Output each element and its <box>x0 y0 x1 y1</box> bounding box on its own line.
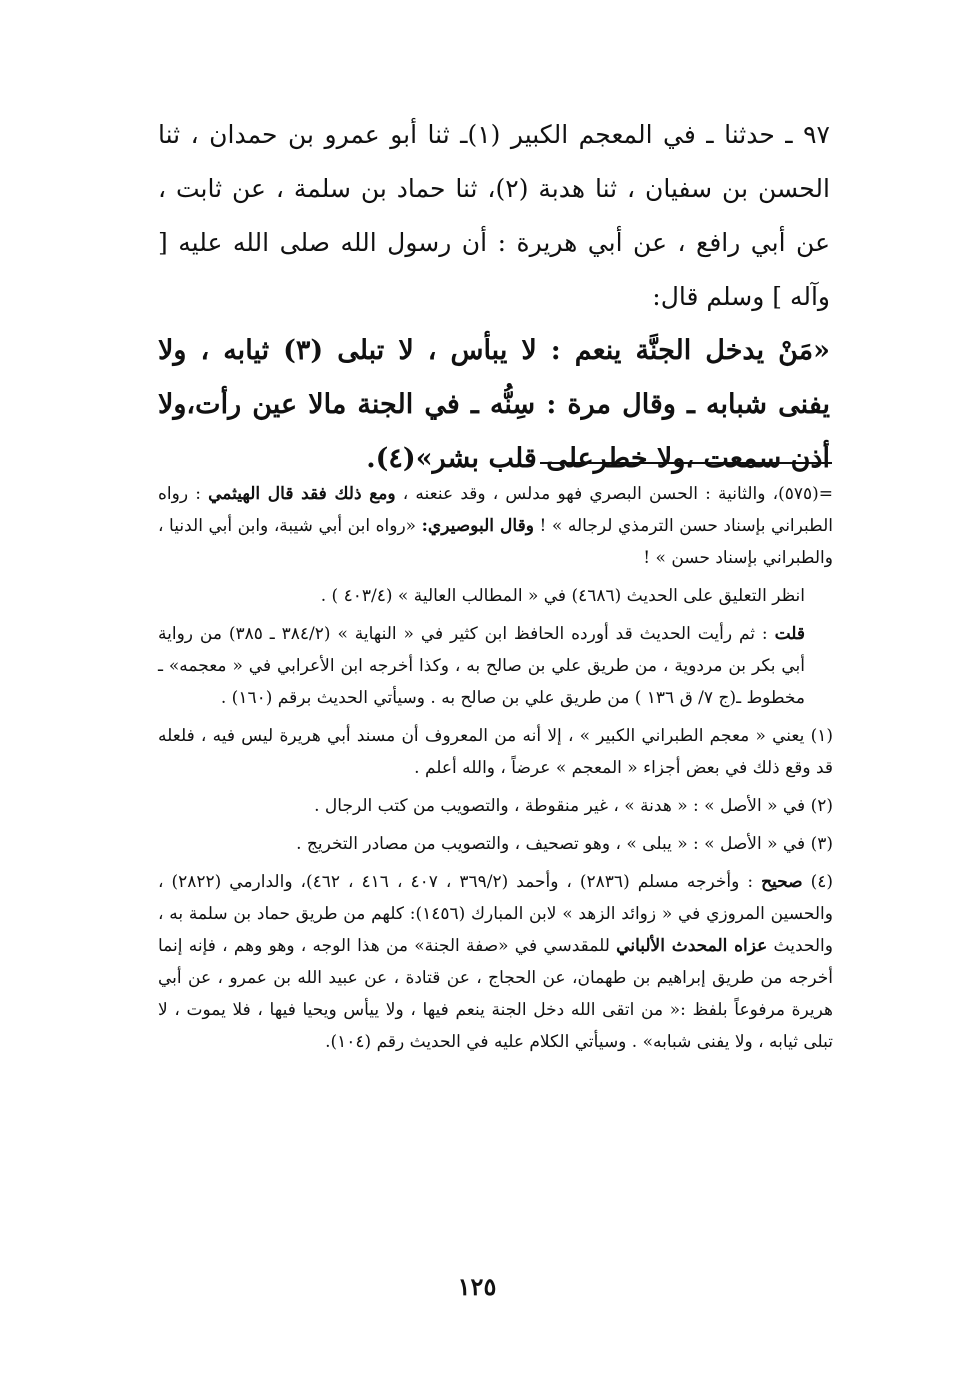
footnote-qult: قلت : ثم رأيت الحديث قد أورده الحافظ ابن كثير في « النهاية » (٣٨٤/٢ ـ ٣٨٥) من رواية أبي بكر بن مردوية ، من طريق علي بن صالح به ، وكذا أخرجه ابن الأعرابي في « معجمه» ـ مخطوط ـ(ج ٧/ ق ١٣٦ ) من طريق علي بن صالح به . وسيأتي الحديث برقم (١٦٠) . <box>158 624 806 708</box>
isnad-paragraph <box>158 108 830 486</box>
footnote-continuation: =(٥٧٥)، والثانية : الحسن البصري فهو مدلس ، وقد عنعنه ، ومع ذلك فقد قال الهيثمي : رواه الطبراني بإسناد حسن الترمذي لرجاله » ! وقال البوصيري: «رواه ابن أبي شيبة، وابن أبي الدنيا ، والطبراني بإسناد حسن » ! <box>158 484 834 568</box>
footnotes <box>158 478 833 1064</box>
hadith-text: «مَنْ يدخل الجنَّة ينعم : لا يبأس ، لا تبلى (٣) ثيابه ، ولا يفنى شبابه ـ وقال مرة : سِنُّه ـ في الجنة مالا عين رأت،ولا أذن سمعت ،ولا خطرعلى قلب بشر»(٤). <box>158 335 831 474</box>
page-number: ١٢٥ <box>457 1272 497 1301</box>
isnad-text: ٩٧ ـ حدثنا ـ في المعجم الكبير (١)ـ ثنا أبو عمرو بن حمدان ، ثنا الحسن بن سفيان ، ثنا هدبة (٢)، ثنا حماد بن سلمة ، عن ثابت ، عن أبي رافع ، عن أبي هريرة : أن رسول الله صلى الله عليه [ وآله ] وسلم قال: <box>158 120 830 311</box>
footnote-see-also: انظر التعليق على الحديث (٤٦٨٦) في « المطالب العالية » (٤٠٣/٤ ) . <box>320 586 805 606</box>
footnote-2: (٢) في « الأصل » : « هدنة » ، غير منقوطة ، والتصويب من كتب الرجال . <box>314 796 833 816</box>
footnote-separator <box>540 462 832 464</box>
main-text <box>158 108 830 486</box>
footnote-1: (١) يعني « معجم الطبراني الكبير » ، إلا أنه من المعروف أن مسند أبي هريرة ليس فيه ، فلعله قد وقع ذلك في بعض أجزاء « المعجم » عرضاً ، والله أعلم . <box>158 726 833 778</box>
footnote-3: (٣) في « الأصل » : « يبلى » ، وهو تصحيف ، والتصويب من مصادر التخريج . <box>296 834 833 854</box>
footnote-4: (٤) صحيح : وأخرجه مسلم (٢٨٣٦) ، وأحمد (٣٦٩/٢ ، ٤٠٧ ، ٤١٦ ، ٤٦٢)، والدارمي (٢٨٢٢) ، والحسين المروزي في « زوائد الزهد » لابن المبارك (١٤٥٦): كلهم من طريق حماد بن سلمة به ، والحديث عزاه المحدث الألباني للمقدسي في «صفة الجنة» من هذا الوجه ، وهو وهم ، فإنه إنما أخرجه من طريق إبراهيم بن طهمان، عن الحجاج ، عن قتادة ، عن عبيد الله بن عمرو ، عن أبي هريرة مرفوعاً بلفظ :« من اتقى الله دخل الجنة ينعم فيها ، ولا ييأس ويحيا فيها ، فلا يموت ، لا تبلى ثيابه ، ولا يفنى شبابه» . وسيأتي الكلام عليه في الحديث رقم (١٠٤). <box>158 872 834 1052</box>
